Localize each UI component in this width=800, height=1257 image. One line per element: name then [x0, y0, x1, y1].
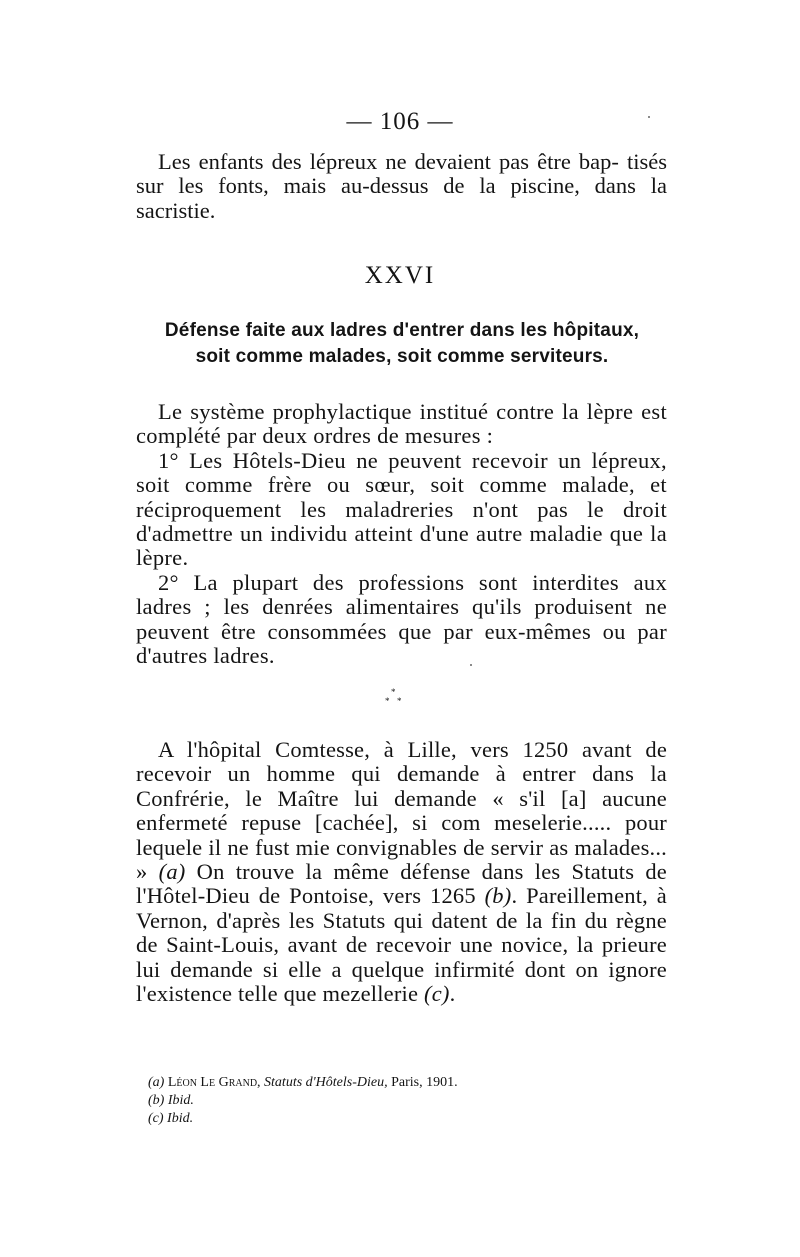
chapter-number: XXVI — [364, 262, 436, 289]
section-point-2: 2° La plupart des professions sont interdites aux ladres ; les denrées alimentaires qu'ils produisent ne peuvent être consommées que par eux-mêmes ou par d'autres ladres. — [136, 569, 667, 669]
footnote-ref-c: (c) — [424, 981, 450, 1007]
section-paragraphs — [136, 400, 667, 668]
footnotes — [148, 1074, 648, 1128]
intro-paragraph: Les enfants des lépreux ne devaient pas être bap- tisés sur les fonts, mais au-dessus de la piscine, dans la sacristie. — [136, 149, 667, 223]
asterism-divider — [380, 688, 410, 712]
body-text-part-2: On trouve la même défense dans les Statuts de l'Hôtel-Dieu de Pontoise, vers 1265 — [136, 859, 667, 909]
body-text-part-4: . — [449, 981, 456, 1007]
chapter-title-line-1: Défense faite aux ladres d'entrer dans les hôpitaux, — [164, 320, 640, 341]
footnote-b-mark: (b) — [148, 1093, 165, 1108]
footnote-ref-b: (b) — [484, 883, 512, 909]
footnote-c-text: Ibid. — [167, 1111, 194, 1126]
footnote-b-text: Ibid. — [167, 1093, 194, 1108]
page-number: — 106 — — [346, 108, 454, 135]
asterism-star-left: * — [385, 696, 390, 706]
footnote-a — [148, 1074, 648, 1092]
intro-paragraph-block — [136, 150, 667, 223]
footnote-a-title: Statuts d'Hôtels-Dieu, — [264, 1075, 388, 1090]
body-paragraph-block — [136, 738, 667, 1006]
asterism-star-right: * — [397, 696, 402, 706]
body-text-part-3: . Pareillement, à Vernon, d'après les Statuts qui datent de la fin du règne de Saint-Louis, avant de recevoir une novice, la prieure lui demande si elle a quelque infirmité dont on ignore l'existence telle que mezellerie — [136, 883, 667, 1007]
section-intro-paragraph: Le système prophylactique institué contre la lèpre est complété par deux ordres de mesures : — [136, 399, 667, 449]
footnote-a-rest: Paris, 1901. — [391, 1075, 458, 1090]
footnote-b — [148, 1092, 648, 1110]
section-point-1: 1° Les Hôtels-Dieu ne peuvent recevoir un lépreux, soit comme frère ou sœur, soit comme malade, et réciproquement les maladreries n'ont pas le droit d'admettre un individu atteint d'une autre maladie que la lèpre. — [136, 447, 667, 571]
footnote-ref-a: (a) — [158, 859, 186, 885]
asterism-star-top: * — [391, 687, 396, 697]
body-paragraph — [136, 738, 667, 1006]
chapter-title — [132, 318, 672, 370]
body-text-part-1: A l'hôpital Comtesse, à Lille, vers 1250 avant de recevoir un homme qui demande à entrer dans la Confrérie, le Maître lui demande « s'il [a] aucune enfermeté repuse [cachée], si com meselerie..... pour lequele il ne fust mie convignables de servir as malades... » — [136, 737, 667, 885]
scan-speck — [470, 664, 472, 666]
footnote-c-mark: (c) — [148, 1111, 164, 1126]
footnote-a-author: Léon Le Grand, — [167, 1075, 261, 1090]
footnote-a-mark: (a) — [148, 1075, 165, 1090]
footnote-c — [148, 1110, 648, 1128]
chapter-title-line-2: soit comme malades, soit comme serviteurs. — [195, 346, 609, 367]
scan-speck — [648, 116, 650, 118]
